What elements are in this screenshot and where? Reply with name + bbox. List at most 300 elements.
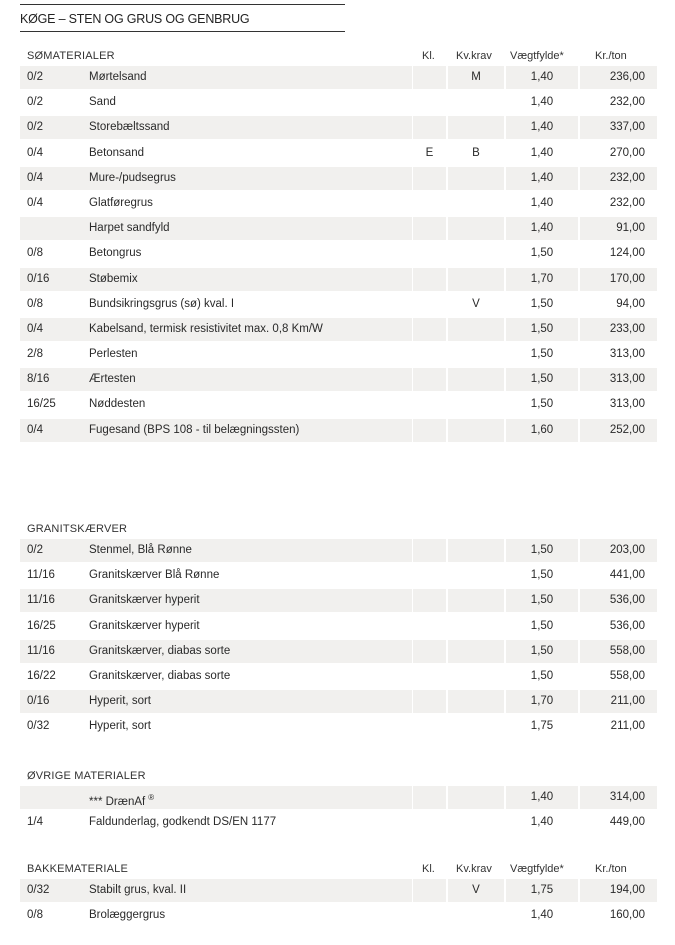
kl-cell — [413, 589, 446, 612]
name-cell — [86, 904, 412, 927]
name-cell-text: Granitskærver, diabas sorte — [89, 644, 231, 657]
name-cell — [86, 690, 412, 713]
vaegtfylde-cell-text: 1,40 — [530, 909, 554, 922]
registered-mark: ® — [148, 793, 155, 802]
price-cell-text: 313,00 — [609, 348, 645, 361]
vaegtfylde-header: Vægtfylde* — [510, 863, 564, 875]
vaegtfylde-cell — [506, 904, 578, 927]
price-cell-text: 91,00 — [616, 222, 645, 235]
vaegtfylde-cell-text: 1,40 — [530, 71, 554, 83]
vaegtfylde-cell-text: 1,40 — [530, 222, 554, 235]
price-cell — [580, 242, 657, 265]
price-cell — [580, 879, 657, 902]
vaegtfylde-cell — [506, 343, 578, 366]
table-row — [20, 268, 657, 293]
price-cell-text: 232,00 — [609, 196, 645, 209]
code-cell-text: 16/25 — [27, 619, 56, 632]
name-cell-text: Perlesten — [89, 348, 138, 361]
code-cell — [20, 167, 86, 190]
code-cell-text: 16/25 — [27, 398, 56, 411]
kl-cell — [413, 786, 446, 809]
name-cell-text: Stabilt grus, kval. II — [89, 884, 187, 896]
price-cell-text: 313,00 — [609, 373, 645, 386]
price-cell — [580, 665, 657, 688]
name-cell — [86, 879, 412, 902]
vaegtfylde-cell — [506, 715, 578, 738]
vaegtfylde-cell — [506, 879, 578, 902]
kv-cell — [448, 419, 504, 442]
code-cell — [20, 419, 86, 442]
price-cell-text: 441,00 — [609, 569, 645, 582]
kvkrav-header: Kv.krav — [456, 863, 492, 875]
kl-header: Kl. — [422, 863, 435, 875]
kv-cell — [448, 268, 504, 291]
kv-cell — [448, 343, 504, 366]
name-cell — [86, 419, 412, 442]
kv-cell — [448, 393, 504, 416]
price-cell-text: 313,00 — [609, 398, 645, 411]
kl-cell — [413, 116, 446, 139]
name-cell-text: Storebæltssand — [89, 121, 170, 134]
price-cell-text: 194,00 — [609, 884, 645, 896]
table-row — [20, 192, 657, 217]
kv-cell — [448, 192, 504, 215]
code-cell-text: 0/2 — [27, 121, 43, 134]
code-cell — [20, 640, 86, 663]
price-cell-text: 314,00 — [609, 791, 645, 803]
name-cell-text: Mørtelsand — [89, 71, 147, 83]
code-cell — [20, 192, 86, 215]
name-cell — [86, 91, 412, 114]
code-cell-text: 0/16 — [27, 272, 50, 285]
price-cell-text: 211,00 — [610, 720, 645, 733]
name-cell — [86, 715, 412, 738]
name-cell-text: Harpet sandfyld — [89, 222, 170, 235]
code-cell-text: 0/32 — [27, 720, 50, 733]
vaegtfylde-cell — [506, 589, 578, 612]
vaegtfylde-cell-text: 1,40 — [530, 196, 554, 209]
name-cell — [86, 116, 412, 139]
price-cell — [580, 116, 657, 139]
name-cell-text: Ærtesten — [89, 373, 136, 386]
table-row — [20, 167, 657, 192]
price-cell-text: 233,00 — [609, 322, 645, 335]
name-cell-text: Stenmel, Blå Rønne — [89, 544, 192, 556]
code-cell-text: 0/32 — [27, 884, 50, 896]
kl-cell — [413, 811, 446, 834]
price-cell — [580, 589, 657, 612]
vaegtfylde-cell-text: 1,75 — [530, 884, 554, 896]
table-row — [20, 66, 657, 91]
vaegtfylde-cell-text: 1,40 — [530, 171, 554, 184]
code-cell-text: 0/4 — [27, 171, 43, 184]
code-cell — [20, 343, 86, 366]
kl-cell — [413, 217, 446, 240]
name-cell-text: Sand — [89, 96, 116, 109]
vaegtfylde-cell — [506, 564, 578, 587]
vaegtfylde-cell-text: 1,40 — [530, 96, 554, 109]
name-cell — [86, 142, 412, 165]
kv-cell — [448, 564, 504, 587]
name-cell — [86, 393, 412, 416]
table-row — [20, 615, 657, 640]
price-cell — [580, 343, 657, 366]
kl-cell-text: E — [425, 146, 434, 159]
section-header — [20, 44, 657, 66]
name-cell-text: Hyperit, sort — [89, 695, 151, 708]
vaegtfylde-cell-text: 1,50 — [530, 544, 554, 556]
price-cell-text: 270,00 — [609, 146, 645, 159]
vaegtfylde-cell — [506, 167, 578, 190]
code-cell — [20, 217, 86, 240]
code-cell — [20, 293, 86, 316]
name-cell-text: Brolæggergrus — [89, 909, 166, 922]
code-cell-text: 0/4 — [27, 423, 43, 436]
code-cell-text: 0/8 — [27, 297, 43, 310]
vaegtfylde-cell — [506, 268, 578, 291]
code-cell — [20, 142, 86, 165]
price-cell — [580, 615, 657, 638]
code-cell-text: 16/22 — [27, 669, 56, 682]
price-cell-text: 232,00 — [609, 171, 645, 184]
vaegtfylde-cell — [506, 811, 578, 834]
table-row — [20, 640, 657, 665]
kv-cell — [448, 615, 504, 638]
table-row — [20, 217, 657, 242]
price-cell — [580, 811, 657, 834]
name-cell-text: Faldunderlag, godkendt DS/EN 1177 — [89, 816, 277, 829]
vaegtfylde-cell — [506, 539, 578, 562]
kl-cell — [413, 268, 446, 291]
name-cell — [86, 66, 412, 89]
price-header: Kr./ton — [595, 50, 627, 62]
name-cell-text: Granitskærver hyperit — [89, 594, 200, 607]
price-cell — [580, 640, 657, 663]
section-granitskaerver — [20, 517, 657, 741]
vaegtfylde-cell — [506, 318, 578, 341]
kv-cell — [448, 589, 504, 612]
vaegtfylde-cell — [506, 142, 578, 165]
code-cell — [20, 393, 86, 416]
code-cell-text: 0/8 — [27, 909, 43, 922]
price-cell — [580, 904, 657, 927]
kl-cell — [413, 192, 446, 215]
kv-cell — [448, 167, 504, 190]
vaegtfylde-cell — [506, 393, 578, 416]
code-cell-text: 0/16 — [27, 695, 50, 708]
price-cell — [580, 192, 657, 215]
kv-cell — [448, 368, 504, 391]
name-cell — [86, 167, 412, 190]
vaegtfylde-cell — [506, 192, 578, 215]
price-cell — [580, 268, 657, 291]
price-cell-text: 558,00 — [609, 644, 645, 657]
vaegtfylde-cell-text: 1,50 — [530, 644, 554, 657]
vaegtfylde-cell — [506, 116, 578, 139]
code-cell-text: 0/4 — [27, 322, 43, 335]
kv-cell — [448, 786, 504, 809]
code-cell — [20, 811, 86, 834]
kv-cell-text: V — [472, 884, 480, 896]
vaegtfylde-cell-text: 1,60 — [530, 423, 554, 436]
vaegtfylde-cell-text: 1,40 — [530, 121, 554, 134]
name-cell — [86, 268, 412, 291]
kv-cell — [448, 879, 504, 902]
code-cell-text: 2/8 — [27, 348, 43, 361]
price-cell — [580, 142, 657, 165]
name-cell — [86, 293, 412, 316]
price-cell — [580, 539, 657, 562]
name-cell-text: Granitskærver hyperit — [89, 619, 200, 632]
price-cell-text: 536,00 — [609, 594, 645, 607]
kl-cell — [413, 564, 446, 587]
kl-cell — [413, 393, 446, 416]
code-cell — [20, 539, 86, 562]
name-cell — [86, 564, 412, 587]
price-cell — [580, 393, 657, 416]
code-cell-text: 11/16 — [27, 644, 55, 657]
name-cell — [86, 665, 412, 688]
name-cell-text: Granitskærver, diabas sorte — [89, 669, 231, 682]
name-cell — [86, 217, 412, 240]
vaegtfylde-cell-text: 1,75 — [530, 720, 554, 733]
vaegtfylde-cell — [506, 665, 578, 688]
vaegtfylde-cell-text: 1,40 — [530, 146, 554, 159]
kl-cell — [413, 715, 446, 738]
price-cell-text: 558,00 — [609, 669, 645, 682]
name-cell-text: Betongrus — [89, 247, 142, 260]
kl-cell — [413, 665, 446, 688]
price-cell — [580, 690, 657, 713]
name-cell-text: Mure-/pudsegrus — [89, 171, 176, 184]
vaegtfylde-cell — [506, 368, 578, 391]
price-cell-text: 252,00 — [609, 423, 645, 436]
name-cell-text: Glatføregrus — [89, 196, 153, 209]
vaegtfylde-cell-text: 1,50 — [530, 594, 554, 607]
code-cell — [20, 615, 86, 638]
price-cell-text: 203,00 — [609, 544, 645, 556]
kl-cell — [413, 879, 446, 902]
section-header — [20, 764, 657, 786]
code-cell-text: 8/16 — [27, 373, 50, 386]
kv-cell — [448, 665, 504, 688]
section-bakkemateriale — [20, 857, 657, 929]
kl-cell — [413, 91, 446, 114]
vaegtfylde-cell-text: 1,50 — [530, 373, 554, 386]
code-cell — [20, 268, 86, 291]
kl-cell — [413, 343, 446, 366]
table-row — [20, 393, 657, 418]
kv-cell-text: M — [471, 71, 481, 83]
vaegtfylde-cell-text: 1,70 — [530, 272, 554, 285]
kv-cell — [448, 715, 504, 738]
section-header — [20, 517, 657, 539]
table-row — [20, 318, 657, 343]
table-row — [20, 904, 657, 929]
name-cell — [86, 811, 412, 834]
code-cell-text: 11/16 — [27, 569, 55, 582]
price-cell-text: 236,00 — [609, 71, 645, 83]
vaegtfylde-cell-text: 1,50 — [530, 398, 554, 411]
name-cell — [86, 640, 412, 663]
name-cell-text: Nøddesten — [89, 398, 146, 411]
table-row — [20, 419, 657, 444]
vaegtfylde-cell-text: 1,50 — [530, 348, 554, 361]
price-cell — [580, 293, 657, 316]
name-cell — [86, 343, 412, 366]
name-cell — [86, 786, 412, 809]
table-row — [20, 293, 657, 318]
kl-cell — [413, 419, 446, 442]
kl-cell — [413, 142, 446, 165]
code-cell-text: 11/16 — [27, 594, 55, 607]
page-title: KØGE – STEN OG GRUS OG GENBRUG — [20, 4, 345, 32]
price-cell — [580, 564, 657, 587]
table-row — [20, 879, 657, 904]
name-cell — [86, 539, 412, 562]
name-cell — [86, 192, 412, 215]
price-cell — [580, 786, 657, 809]
name-cell-text: *** DrænAf — [89, 796, 146, 808]
name-cell-text: Kabelsand, termisk resistivitet max. 0,8 Km/W — [89, 322, 323, 335]
name-cell-text: Bundsikringsgrus (sø) kval. I — [89, 297, 235, 310]
kv-cell — [448, 91, 504, 114]
name-cell — [86, 368, 412, 391]
vaegtfylde-cell-text: 1,50 — [530, 297, 554, 310]
price-cell — [580, 715, 657, 738]
section-title: SØMATERIALER — [27, 50, 115, 62]
code-cell — [20, 904, 86, 927]
code-cell — [20, 318, 86, 341]
vaegtfylde-cell — [506, 419, 578, 442]
name-cell — [86, 318, 412, 341]
vaegtfylde-cell — [506, 217, 578, 240]
vaegtfylde-cell — [506, 786, 578, 809]
code-cell — [20, 786, 86, 809]
code-cell-text: 0/2 — [27, 96, 43, 109]
price-cell-text: 160,00 — [609, 909, 645, 922]
kv-cell — [448, 904, 504, 927]
name-cell — [86, 242, 412, 265]
price-cell — [580, 66, 657, 89]
kl-cell — [413, 242, 446, 265]
section-header — [20, 857, 657, 879]
code-cell — [20, 368, 86, 391]
kv-cell — [448, 116, 504, 139]
section-ovrige-materialer — [20, 764, 657, 836]
table-row — [20, 142, 657, 167]
kv-cell — [448, 539, 504, 562]
kv-cell — [448, 142, 504, 165]
vaegtfylde-cell — [506, 690, 578, 713]
price-cell-text: 211,00 — [610, 695, 645, 708]
price-cell-text: 337,00 — [609, 121, 645, 134]
price-cell-text: 94,00 — [616, 297, 645, 310]
kl-cell — [413, 904, 446, 927]
kv-cell-text: B — [472, 146, 480, 159]
section-title: GRANITSKÆRVER — [27, 523, 128, 535]
price-cell — [580, 167, 657, 190]
table-row — [20, 564, 657, 589]
vaegtfylde-header: Vægtfylde* — [510, 50, 564, 62]
code-cell — [20, 879, 86, 902]
table-row — [20, 715, 657, 740]
price-cell-text: 232,00 — [609, 96, 645, 109]
kl-cell — [413, 539, 446, 562]
code-cell — [20, 66, 86, 89]
code-cell — [20, 715, 86, 738]
vaegtfylde-cell-text: 1,70 — [530, 695, 554, 708]
name-cell — [86, 589, 412, 612]
price-cell — [580, 217, 657, 240]
price-cell — [580, 91, 657, 114]
kl-cell — [413, 368, 446, 391]
kv-cell — [448, 66, 504, 89]
price-cell — [580, 419, 657, 442]
vaegtfylde-cell-text: 1,50 — [530, 569, 554, 582]
vaegtfylde-cell — [506, 640, 578, 663]
vaegtfylde-cell-text: 1,40 — [530, 816, 554, 829]
table-row — [20, 242, 657, 267]
section-title: ØVRIGE MATERIALER — [27, 770, 146, 782]
section-somaterialer — [20, 44, 657, 444]
section-title: BAKKEMATERIALE — [27, 863, 129, 875]
kl-cell — [413, 615, 446, 638]
price-cell-text: 170,00 — [609, 272, 645, 285]
code-cell — [20, 690, 86, 713]
table-row — [20, 786, 657, 811]
vaegtfylde-cell-text: 1,50 — [530, 669, 554, 682]
vaegtfylde-cell-text: 1,40 — [530, 791, 554, 803]
vaegtfylde-cell — [506, 242, 578, 265]
name-cell-text: Fugesand (BPS 108 - til belægningssten) — [89, 423, 300, 436]
price-cell-text: 536,00 — [609, 619, 645, 632]
vaegtfylde-cell-text: 1,50 — [530, 619, 554, 632]
code-cell — [20, 91, 86, 114]
vaegtfylde-cell — [506, 293, 578, 316]
kv-cell — [448, 811, 504, 834]
code-cell — [20, 564, 86, 587]
kl-cell — [413, 690, 446, 713]
vaegtfylde-cell-text: 1,50 — [530, 247, 554, 260]
price-cell-text: 449,00 — [609, 816, 645, 829]
code-cell-text: 1/4 — [27, 816, 43, 829]
code-cell — [20, 242, 86, 265]
name-cell-text: Hyperit, sort — [89, 720, 151, 733]
table-row — [20, 690, 657, 715]
name-cell-text: Støbemix — [89, 272, 138, 285]
kl-cell — [413, 293, 446, 316]
name-cell — [86, 615, 412, 638]
code-cell — [20, 589, 86, 612]
price-cell-text: 124,00 — [609, 247, 645, 260]
kl-cell — [413, 167, 446, 190]
kv-cell — [448, 293, 504, 316]
table-row — [20, 368, 657, 393]
price-cell — [580, 368, 657, 391]
kv-cell — [448, 640, 504, 663]
vaegtfylde-cell — [506, 66, 578, 89]
table-row — [20, 91, 657, 116]
table-row — [20, 343, 657, 368]
kl-cell — [413, 318, 446, 341]
table-row — [20, 589, 657, 614]
code-cell — [20, 665, 86, 688]
price-cell — [580, 318, 657, 341]
code-cell-text: 0/4 — [27, 146, 43, 159]
code-cell-text: 0/2 — [27, 71, 43, 83]
code-cell — [20, 116, 86, 139]
